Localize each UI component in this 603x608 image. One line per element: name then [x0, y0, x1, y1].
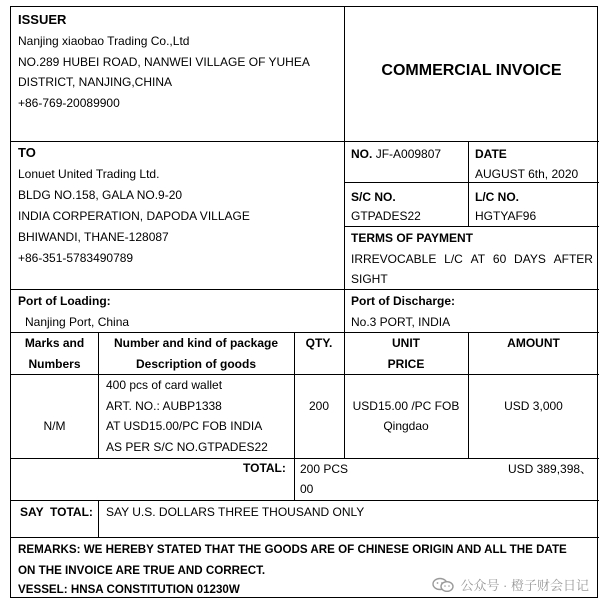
total-amount: USD 389,398、: [508, 462, 593, 476]
col-unit-price-header: UNIT: [392, 336, 420, 350]
rule-h-6: [11, 374, 599, 375]
rule-h-3: [344, 226, 599, 227]
item-description-line: AT USD15.00/PC FOB INDIA: [106, 419, 263, 433]
to-line: +86-351-5783490789: [18, 251, 134, 265]
vessel-line: VESSEL: HNSA CONSTITUTION 01230W: [18, 583, 240, 596]
to-line: Lonuet United Trading Ltd.: [18, 167, 160, 181]
col-marks-header: Marks and: [24, 336, 85, 350]
total-label: TOTAL:: [243, 461, 286, 475]
date-value: AUGUST 6th, 2020: [475, 167, 579, 181]
item-marks: N/M: [43, 419, 66, 433]
item-description-line: 400 pcs of card wallet: [106, 378, 223, 392]
item-description-line: ART. NO.: AUBP1338: [106, 399, 222, 413]
issuer-heading: ISSUER: [18, 12, 67, 27]
remarks-line: ON THE INVOICE ARE TRUE AND CORRECT.: [18, 564, 266, 577]
to-line: BLDG NO.158, GALA NO.9-20: [18, 188, 183, 202]
terms-word: AFTER: [553, 252, 593, 266]
terms-word: DAYS: [514, 252, 546, 266]
issuer-line: +86-769-20089900: [18, 96, 120, 110]
to-heading: TO: [18, 145, 36, 160]
issuer-line: DISTRICT, NANJING,CHINA: [18, 75, 173, 89]
sc-number-value: GTPADES22: [351, 209, 421, 223]
col-marks-header: Numbers: [28, 357, 81, 371]
rule-v-say: [98, 500, 99, 537]
rule-h-9: [11, 537, 599, 538]
invoice-number-label: NO.: [351, 147, 373, 161]
sc-number-label: S/C NO.: [351, 190, 396, 204]
to-line: BHIWANDI, THANE-128087: [18, 230, 169, 244]
invoice-number: [351, 144, 441, 164]
terms-word: AT: [470, 252, 486, 266]
watermark-text: 公众号 · 橙子财会日记: [460, 578, 589, 593]
total-qty: 00: [300, 482, 314, 496]
terms-word: IRREVOCABLE: [351, 252, 437, 266]
port-of-loading-label: Port of Loading:: [18, 294, 111, 308]
issuer-line: NO.289 HUBEI ROAD, NANWEI VILLAGE OF YUHEA: [18, 55, 310, 69]
terms-line-2: SIGHT: [351, 272, 388, 286]
rule-h-8: [11, 500, 599, 501]
lc-number-value: HGTYAF96: [475, 209, 537, 223]
item-description-line: AS PER S/C NO.GTPADES22: [106, 440, 268, 454]
col-qty-header: QTY.: [305, 336, 333, 350]
remarks-line: REMARKS: WE HEREBY STATED THAT THE GOODS ARE OF CHINESE ORIGIN AND ALL THE DATE: [18, 543, 567, 556]
rule-v-dateblock: [468, 141, 469, 226]
watermark: [432, 575, 589, 594]
wechat-icon: [432, 577, 454, 593]
col-description-header: Number and kind of package: [113, 336, 279, 350]
item-amount: USD 3,000: [504, 399, 563, 413]
terms-line-1: [351, 249, 593, 269]
lc-number-label: L/C NO.: [475, 190, 519, 204]
commercial-invoice: [10, 6, 598, 598]
say-total-label: SAY TOTAL:: [20, 505, 93, 519]
date-label: DATE: [475, 147, 507, 161]
col-unit-price-header: PRICE: [387, 357, 425, 371]
terms-label: TERMS OF PAYMENT: [351, 231, 474, 245]
item-unit-price: USD15.00 /PC FOB: [352, 399, 460, 413]
say-total-value: SAY U.S. DOLLARS THREE THOUSAND ONLY: [106, 505, 365, 519]
rule-h-4: [11, 289, 599, 290]
item-unit-price: Qingdao: [383, 419, 429, 433]
port-of-discharge-value: No.3 PORT, INDIA: [351, 315, 451, 329]
issuer-line: Nanjing xiaobao Trading Co.,Ltd: [18, 34, 190, 48]
port-of-loading-value: Nanjing Port, China: [25, 315, 130, 329]
col-description-header: Description of goods: [136, 357, 256, 371]
col-amount-header: AMOUNT: [507, 336, 560, 350]
item-qty: 200: [308, 399, 330, 413]
port-of-discharge-label: Port of Discharge:: [351, 294, 456, 308]
terms-word: 60: [492, 252, 507, 266]
terms-word: L/C: [444, 252, 463, 266]
document-title: COMMERCIAL INVOICE: [381, 62, 562, 79]
rule-v-qty: [294, 332, 295, 500]
rule-h-1: [11, 141, 599, 142]
to-line: INDIA CORPERATION, DAPODA VILLAGE: [18, 209, 250, 223]
invoice-number-value: JF-A009807: [375, 147, 442, 161]
total-qty: 200 PCS: [300, 462, 349, 476]
